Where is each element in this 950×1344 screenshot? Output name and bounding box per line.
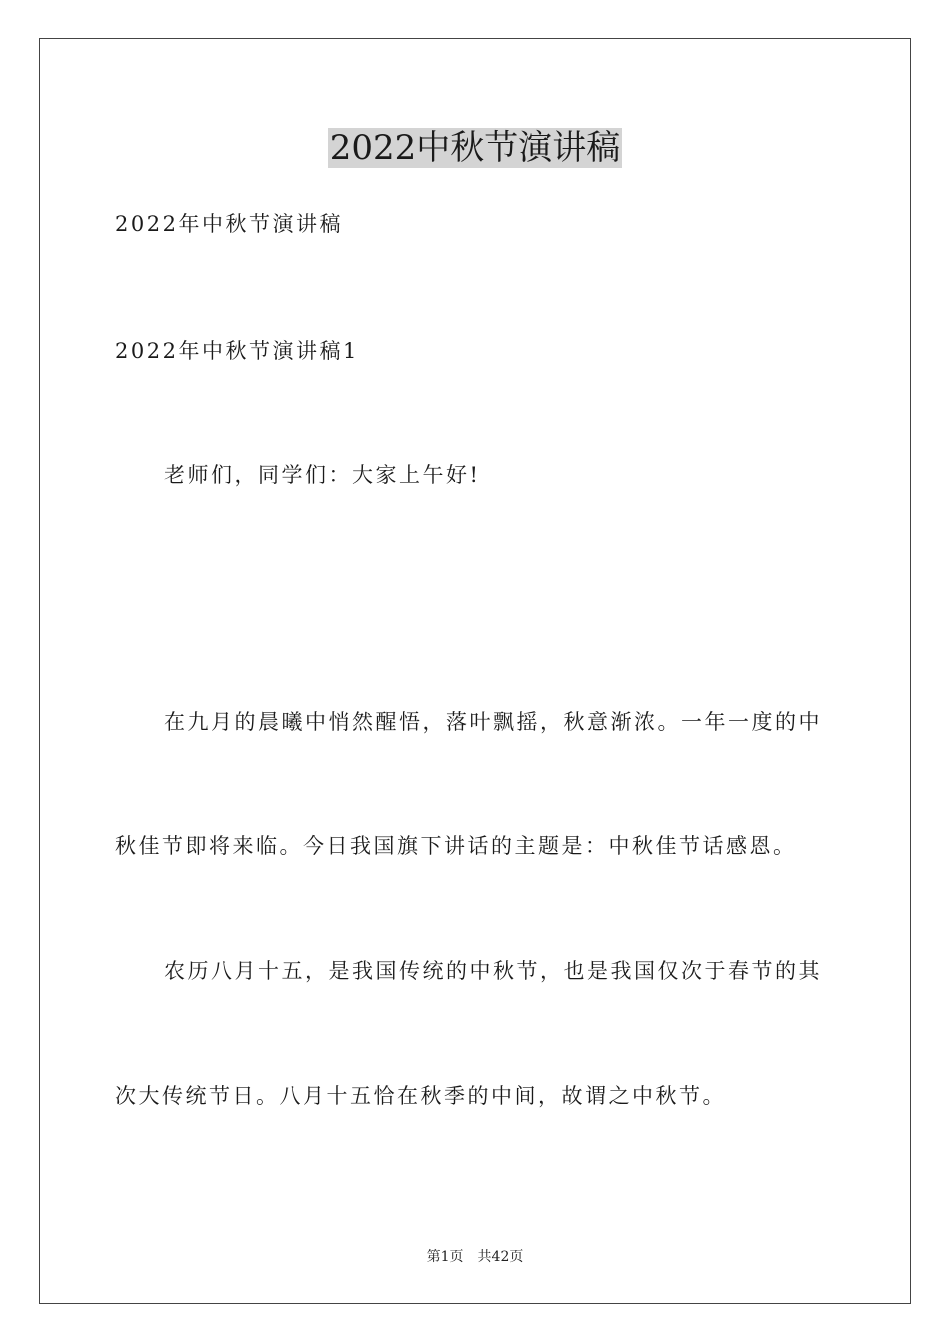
document-title-text: 2022中秋节演讲稿 [329, 128, 621, 168]
subtitle-line: 2022年中秋节演讲稿 [115, 212, 343, 236]
greeting-paragraph: 老师们，同学们：大家上午好! [164, 463, 481, 487]
body-text-line: 在九月的晨曦中悄然醒悟，落叶飘摇，秋意渐浓。一年一度的中 [164, 710, 822, 734]
page-footer [0, 1247, 950, 1267]
body-text-line: 秋佳节即将来临。今日我国旗下讲话的主题是：中秋佳节话感恩。 [115, 834, 797, 858]
document-title [0, 126, 950, 170]
body-text-line: 农历八月十五，是我国传统的中秋节，也是我国仅次于春节的其 [164, 959, 822, 983]
section-heading: 2022年中秋节演讲稿1 [115, 339, 359, 363]
page-total: 共42页 [477, 1249, 524, 1265]
page-number: 第1页 [426, 1249, 464, 1265]
body-text-line: 次大传统节日。八月十五恰在秋季的中间，故谓之中秋节。 [115, 1084, 726, 1108]
